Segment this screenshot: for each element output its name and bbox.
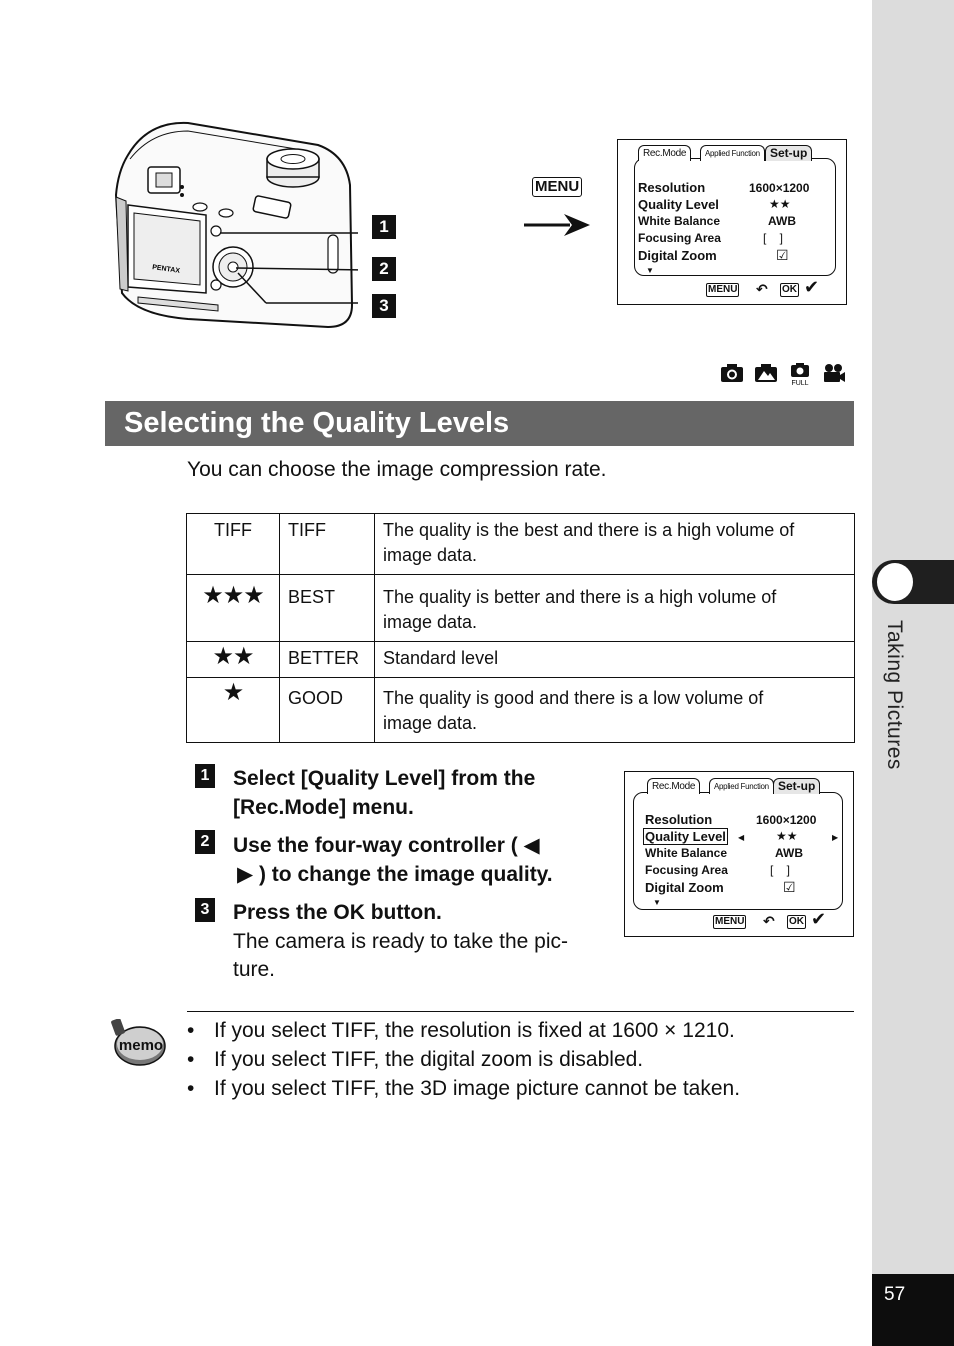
- lcd-ok-button: OK: [782, 284, 797, 295]
- down-triangle-icon: ▼: [653, 898, 661, 907]
- lcd-row-white-balance: White Balance: [638, 214, 721, 228]
- step-1-line-1: Select [Quality Level] from the: [233, 767, 536, 790]
- lcd-tab-set-up: Set-up: [765, 145, 812, 161]
- lcd-tab-rec-mode: Rec.Mode: [647, 778, 700, 794]
- memo-icon: [111, 1019, 167, 1072]
- memo-item: • If you select TIFF, the 3D image picture cannot be taken.: [187, 1074, 740, 1103]
- memo-item: • If you select TIFF, the resolution is fixed at 1600 × 1210.: [187, 1016, 740, 1045]
- memo-list: [187, 1016, 740, 1103]
- left-triangle-icon: ◀: [738, 833, 745, 842]
- table-row: [187, 642, 855, 678]
- svg-text:PENTAX: PENTAX: [151, 264, 181, 275]
- chapter-title: Taking Pictures: [883, 620, 906, 770]
- table-cell-name: BEST: [280, 575, 375, 642]
- step-2-line-2: ▶ ) to change the image quality.: [237, 863, 553, 886]
- table-cell-symbol: ★: [187, 678, 280, 743]
- lcd-value-focusing-area: [ ]: [770, 863, 791, 877]
- full-auto-mode-icon: [788, 362, 812, 386]
- back-arrow-icon: ↶: [756, 281, 768, 297]
- right-arrow-icon: [524, 212, 590, 243]
- lcd-row-quality-level-selected: Quality Level: [645, 829, 726, 844]
- landscape-mode-icon: [754, 362, 778, 384]
- right-triangle-icon: ▶: [832, 833, 839, 842]
- step-number-1: 1: [195, 764, 215, 788]
- table-row: [187, 514, 855, 575]
- lcd-row-white-balance: White Balance: [645, 846, 728, 860]
- down-triangle-icon: ▼: [646, 266, 654, 275]
- lcd-value-white-balance: AWB: [768, 214, 796, 228]
- table-cell-symbol: TIFF: [187, 514, 280, 575]
- lcd-tab-applied-function: Applied Function: [709, 778, 774, 794]
- camera-illustration: [108, 115, 358, 340]
- lcd-tab-rec-mode: Rec.Mode: [638, 145, 691, 161]
- lcd-tab-applied-function: Applied Function: [700, 145, 765, 161]
- step-3-sub-line-2: ture.: [233, 958, 276, 981]
- check-icon: ✔: [811, 909, 827, 929]
- checkbox-checked-icon: ☑: [776, 247, 789, 263]
- memo-divider: [187, 1011, 854, 1012]
- check-icon: ✔: [804, 277, 820, 297]
- mode-icons: [720, 362, 846, 386]
- svg-text:FULL: FULL: [791, 380, 809, 386]
- table-row: [187, 678, 855, 743]
- table-cell-description: The quality is the best and there is a high volume of image data.: [375, 514, 855, 575]
- lcd-value-resolution: 1600×1200: [749, 181, 810, 195]
- back-arrow-icon: ↶: [763, 913, 775, 929]
- lcd-row-digital-zoom: Digital Zoom: [638, 248, 717, 263]
- lcd-row-resolution: Resolution: [638, 180, 706, 195]
- table-cell-name: TIFF: [280, 514, 375, 575]
- lcd-row-focusing-area: Focusing Area: [645, 863, 728, 877]
- lcd-row-focusing-area: Focusing Area: [638, 231, 721, 245]
- lcd-value-focusing-area: [ ]: [763, 231, 784, 245]
- lcd-menu-bottom: [624, 771, 854, 937]
- table-cell-name: GOOD: [280, 678, 375, 743]
- movie-mode-icon: [822, 362, 846, 384]
- table-cell-description: Standard level: [375, 642, 855, 678]
- quality-table: [186, 513, 855, 743]
- step-3-text: Press the OK button.: [233, 901, 442, 924]
- table-cell-name: BETTER: [280, 642, 375, 678]
- lcd-ok-button: OK: [789, 916, 804, 927]
- page-title: Selecting the Quality Levels: [124, 407, 510, 439]
- step-1-line-2: [Rec.Mode] menu.: [233, 796, 414, 819]
- table-cell-description: The quality is better and there is a high volume of image data.: [375, 575, 855, 642]
- table-cell-symbol: ★★: [187, 642, 280, 678]
- callout-2: 2: [372, 257, 396, 281]
- lcd-tab-set-up: Set-up: [773, 778, 820, 794]
- callout-3: 3: [372, 294, 396, 318]
- menu-key: MENU: [532, 177, 582, 197]
- lcd-row-quality-level: Quality Level: [638, 197, 719, 212]
- step-3-sub-line-1: The camera is ready to take the pic-: [233, 930, 568, 953]
- step-number-2: 2: [195, 830, 215, 854]
- lcd-row-digital-zoom: Digital Zoom: [645, 880, 724, 895]
- step-number-3: 3: [195, 898, 215, 922]
- camera-mode-icon: [720, 362, 744, 384]
- page-number: 57: [884, 1284, 906, 1305]
- memo-item: • If you select TIFF, the digital zoom is disabled.: [187, 1045, 740, 1074]
- lcd-value-quality-level: ★★: [769, 197, 791, 211]
- lcd-value-quality-level: ★★: [776, 829, 798, 843]
- callout-1: 1: [372, 215, 396, 239]
- step-2-line-1: Use the four-way controller ( ◀: [233, 834, 540, 857]
- table-cell-symbol: ★★★: [187, 575, 280, 642]
- intro-text: You can choose the image compression rate.: [187, 458, 607, 481]
- lcd-menu-button: MENU: [715, 916, 745, 927]
- lcd-row-resolution: Resolution: [645, 812, 713, 827]
- table-row: [187, 575, 855, 642]
- svg-text:memo: memo: [118, 1037, 164, 1054]
- checkbox-checked-icon: ☑: [783, 879, 796, 895]
- lcd-value-resolution: 1600×1200: [756, 813, 817, 827]
- lcd-menu-top: [617, 139, 847, 305]
- lcd-value-white-balance: AWB: [775, 846, 803, 860]
- table-cell-description: The quality is good and there is a low volume of image data.: [375, 678, 855, 743]
- chapter-dot: [877, 563, 913, 601]
- lcd-menu-button: MENU: [708, 284, 738, 295]
